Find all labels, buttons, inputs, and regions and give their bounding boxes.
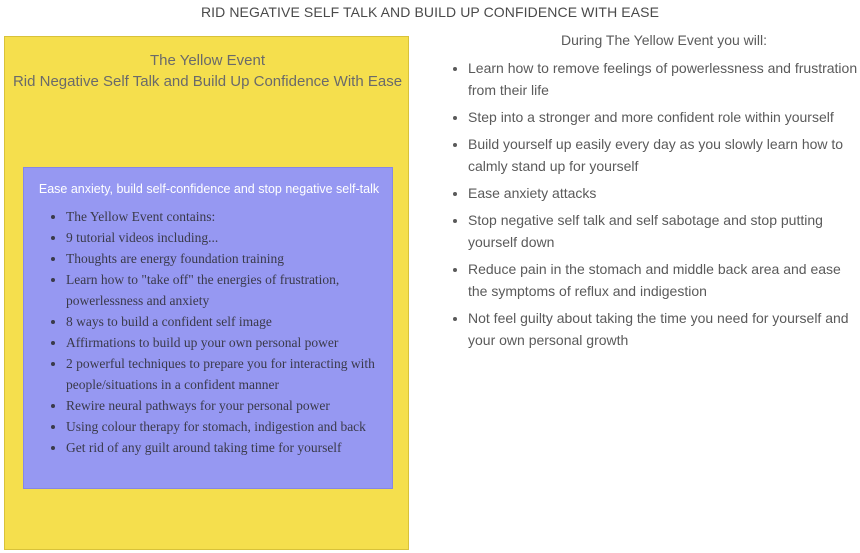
list-item: • Not feel guilty about taking the time you need for yourself and your own personal growth — [468, 307, 858, 351]
list-item: • The Yellow Event contains: — [66, 206, 402, 227]
list-item: • Get rid of any guilt around taking time for yourself — [66, 437, 402, 458]
list-item: • Ease anxiety attacks — [468, 182, 858, 204]
contents-box — [23, 167, 393, 489]
contents-list — [50, 206, 402, 458]
list-item: • 9 tutorial videos including... — [66, 227, 402, 248]
page-heading: RID NEGATIVE SELF TALK AND BUILD UP CONFIDENCE WITH EASE — [200, 4, 660, 20]
list-item: • 8 ways to build a confident self image — [66, 311, 402, 332]
yellow-event-panel — [4, 36, 409, 550]
list-item: • Learn how to remove feelings of powerlessness and frustration from their life — [468, 57, 858, 101]
benefits-list — [450, 57, 858, 351]
benefits-heading: During The Yellow Event you will: — [561, 32, 767, 48]
list-item: • Rewire neural pathways for your personal power — [66, 395, 402, 416]
contents-heading: Ease anxiety, build self-confidence and stop negative self-talk — [38, 182, 380, 196]
list-item: • Reduce pain in the stomach and middle back area and ease the symptoms of reflux and indigestion — [468, 258, 858, 302]
list-item: • Build yourself up easily every day as you slowly learn how to calmly stand up for yourself — [468, 133, 858, 177]
list-item: • Stop negative self talk and self sabotage and stop putting yourself down — [468, 209, 858, 253]
event-title-line2: Rid Negative Self Talk and Build Up Confidence With Ease — [12, 73, 403, 90]
event-title-line1: The Yellow Event — [149, 52, 266, 69]
list-item: • Step into a stronger and more confident role within yourself — [468, 106, 858, 128]
benefits-section — [450, 32, 858, 356]
list-item: • Affirmations to build up your own personal power — [66, 332, 402, 353]
list-item: • 2 powerful techniques to prepare you for interacting with people/situations in a confident manner — [66, 353, 402, 395]
list-item: • Learn how to "take off" the energies of frustration, powerlessness and anxiety — [66, 269, 402, 311]
event-title — [5, 50, 410, 92]
list-item: • Thoughts are energy foundation training — [66, 248, 402, 269]
list-item: • Using colour therapy for stomach, indigestion and back — [66, 416, 402, 437]
